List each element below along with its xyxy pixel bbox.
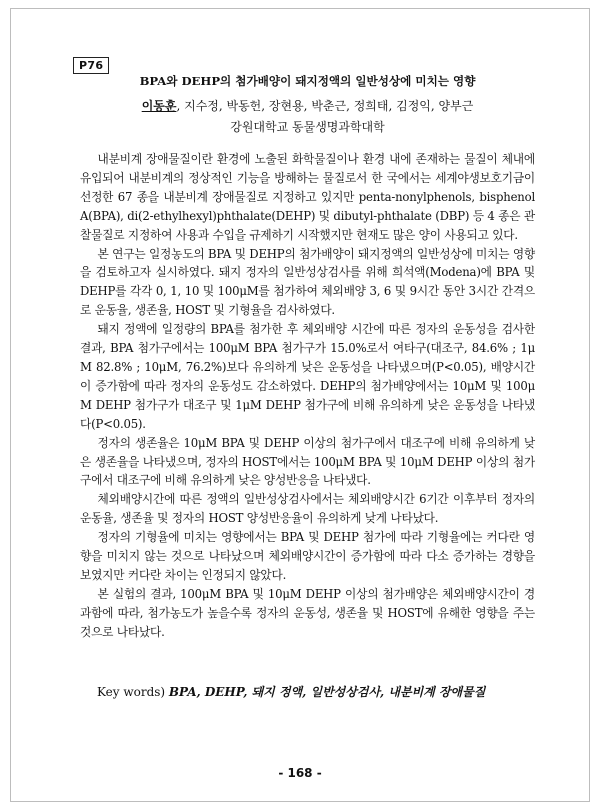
abstract-paragraph: 정자의 기형율에 미치는 영향에서는 BPA 및 DEHP 첨가에 따라 기형율에는 커다란 영향을 미치지 않는 것으로 나타났으며 체외배양시간이 증가함에 따라 다소 증가하는 경향을 보였지만 커다란 차이는 인정되지 않았다. [80, 530, 535, 582]
first-author: 이동훈 [141, 99, 177, 113]
co-authors: , 지수정, 박동헌, 장현용, 박춘근, 정희태, 김정익, 양부근 [176, 99, 474, 113]
abstract-paragraph: 정자의 생존율은 10μM BPA 및 DEHP 이상의 첨가구에서 대조구에 비해 유의하게 낮은 생존율을 나타냈으며, 정자의 HOST에서는 100μM BPA 및 10μM DEHP 이상의 첨가구에서 대조구에 비해 유의하게 낮은 양성반응을 나타냈다. [80, 435, 535, 488]
affiliation: 강원대학교 동물생명과학대학 [230, 120, 385, 134]
keywords-values: BPA, DEHP, 돼지 정액, 일반성상검사, 내분비계 장애물질 [168, 685, 486, 699]
poster-code: P76 [73, 57, 109, 74]
page-number: - 168 - [278, 766, 322, 780]
abstract-paragraph: 본 실험의 결과, 100μM BPA 및 10μM DEHP 이상의 첨가배양은 체외배양시간이 경과함에 따라, 첨가농도가 높을수록 정자의 운동성, 생존율 및 HOST에 유해한 영향을 주는 것으로 나타났다. [80, 586, 535, 639]
keywords-label: Key words) [97, 685, 169, 699]
keywords-line [97, 683, 537, 701]
abstract-paragraph: 본 연구는 일정농도의 BPA 및 DEHP의 첨가배양이 돼지정액의 일반성상에 미치는 영향을 검토하고자 실시하였다. 돼지 정자의 일반성상검사를 위해 희석액(Modena)에 BPA 및 DEHP를 각각 0, 1, 10 및 100μM를 첨가하여 체외배양 3, 6 및 9시간 동안 3시간 간격으로 운동율, 생존율, HOST 및 기형율을 검사하였다. [80, 246, 535, 318]
abstract-paragraph: 돼지 정액에 일정량의 BPA를 첨가한 후 체외배양 시간에 따른 정자의 운동성을 검사한 결과, BPA 첨가구에서는 100μM BPA 첨가구가 15.0%로서 여타구(대조구, 84.6% ; 1μM 82.8% ; 10μM, 76.2%)보다 유의하게 낮은 운동성을 나타냈으며(P<0.05), 배양시간이 증가함에 따라 정자의 운동성도 감소하였다. DEHP의 첨가배양에서는 10μM 및 100μM DEHP 첨가구가 대조구 및 1μM DEHP 첨가구에 비해 유의하게 낮은 운동성을 나타냈다(P<0.05). [80, 322, 535, 431]
abstract-paragraph: 내분비계 장애물질이란 환경에 노출된 화학물질이나 환경 내에 존재하는 물질이 체내에 유입되어 내분비계의 정상적인 기능을 방해하는 물질로서 한 국에서는 세계야생보호기금이 선정한 67 종을 내분비계 장애물질로 지정하고 있지만 penta-nonylphenols, bisphenol A(BPA), di(2-ethylhexyl)phthalate(DEHP) 및 dibutyl-phthalate (DBP) 등 4 종은 관찰물질로 지정하여 사용과 수입을 규제하기 시작했지만 현재도 많은 양이 사용되고 있다. [80, 152, 535, 242]
paper-title: BPA와 DEHP의 첨가배양이 돼지정액의 일반성상에 미치는 영향 [139, 74, 476, 88]
author-line [80, 97, 535, 115]
abstract-body [80, 150, 535, 642]
abstract-paragraph: 체외배양시간에 따른 정액의 일반성상검사에서는 체외배양시간 6기간 이후부터 정자의 운동율, 생존율 및 정자의 HOST 양성반응율이 유의하게 낮게 나타났다. [80, 492, 535, 526]
